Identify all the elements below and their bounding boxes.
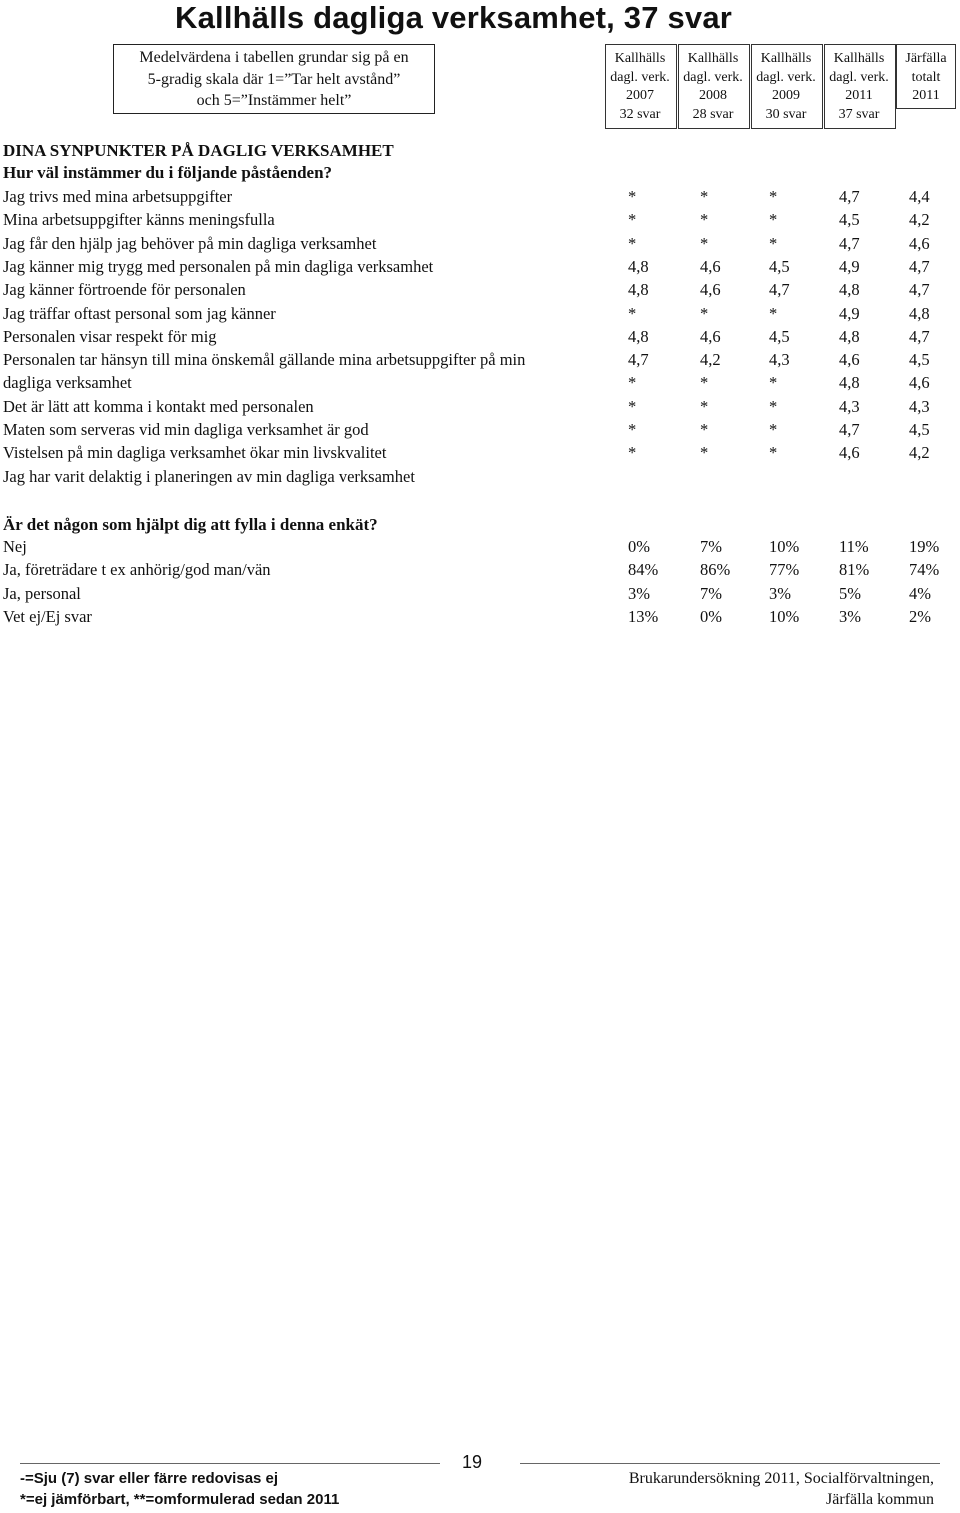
row-label: Ja, personal <box>3 583 81 603</box>
row-value: 13% <box>628 606 659 626</box>
row-value: 4,8 <box>839 373 860 393</box>
row-label: Maten som serveras vid min dagliga verksamhet är god <box>3 420 369 439</box>
table-row <box>3 187 953 210</box>
row-value: 4,7 <box>909 326 930 346</box>
row-value: * <box>700 233 709 253</box>
row-label: Jag träffar oftast personal som jag känner <box>3 303 276 323</box>
column-header-line: Järfälla <box>905 51 947 66</box>
row-value: * <box>700 443 709 463</box>
row-value: * <box>769 396 778 416</box>
row-value: 11% <box>839 537 869 556</box>
row-value: 4,3 <box>839 396 860 416</box>
row-value: * <box>628 210 637 230</box>
row-label: Jag trivs med mina arbetsuppgifter <box>3 187 233 206</box>
row-label: Jag känner förtroende för personalen <box>3 280 246 300</box>
row-value: 5% <box>839 583 861 603</box>
row-value: 4,6 <box>909 373 930 393</box>
row-value: 0% <box>628 537 650 556</box>
row-value: 7% <box>700 537 722 556</box>
table-row <box>3 327 953 350</box>
row-value: 84% <box>628 560 659 580</box>
section-heading: Är det någon som hjälpt dig att fylla i denna enkät? <box>3 515 378 534</box>
column-header-line: dagl. verk. <box>829 69 889 85</box>
row-label: Jag känner mig trygg med personalen på min dagliga verksamhet <box>3 256 434 276</box>
row-value: 4,8 <box>628 256 649 276</box>
row-value: * <box>700 187 709 206</box>
row-value: 10% <box>769 537 800 556</box>
table-row <box>3 420 953 443</box>
column-header-line: Kallhälls <box>833 51 885 66</box>
column-header-line: Kallhälls <box>760 51 812 66</box>
table-row <box>3 280 953 303</box>
row-value: * <box>628 233 637 253</box>
column-header-line: dagl. verk. <box>610 69 670 85</box>
row-value: * <box>769 443 778 463</box>
row-value: * <box>628 420 637 439</box>
table-row <box>3 443 953 466</box>
row-value: * <box>769 420 778 439</box>
table-row <box>3 560 953 583</box>
row-value: 4,2 <box>909 210 930 230</box>
column-header-line: 2011 <box>912 88 940 103</box>
row-value: 4,5 <box>909 420 930 439</box>
section-heading: DINA SYNPUNKTER PÅ DAGLIG VERKSAMHET <box>3 141 394 160</box>
row-value: * <box>769 187 778 206</box>
row-value: 4,7 <box>839 233 860 253</box>
row-label: Personalen visar respekt för mig <box>3 326 217 346</box>
info-line: 5-gradig skala där 1=”Tar helt avstånd” <box>147 70 401 88</box>
row-value: * <box>769 373 778 393</box>
section-subheading: Hur väl instämmer du i följande påståenden? <box>3 163 333 182</box>
row-value: * <box>628 443 637 463</box>
row-value: * <box>628 303 637 323</box>
row-value: 4,6 <box>839 443 860 463</box>
row-value: 4,4 <box>909 187 930 206</box>
row-value: 4,6 <box>700 326 721 346</box>
footer-divider <box>20 1463 440 1464</box>
row-value: 81% <box>839 560 870 580</box>
row-value: 4,8 <box>839 326 860 346</box>
row-value: 74% <box>909 560 940 580</box>
column-header-borders <box>0 0 960 140</box>
row-value: 4,9 <box>839 256 860 276</box>
row-value: * <box>628 373 637 393</box>
row-value: 19% <box>909 537 940 556</box>
row-label: Jag får den hjälp jag behöver på min dagliga verksamhet <box>3 233 377 253</box>
footer-divider <box>520 1463 940 1464</box>
row-label: Personalen tar hänsyn till mina önskemål gällande mina arbetsuppgifter på min <box>3 350 526 370</box>
column-header-line: 30 svar <box>765 106 807 122</box>
row-value: 4,5 <box>909 350 930 370</box>
row-value: 3% <box>628 583 650 603</box>
row-value: 4,7 <box>839 420 860 439</box>
row-label: Vet ej/Ej svar <box>3 606 92 626</box>
table-row <box>3 350 953 373</box>
table-row <box>3 257 953 280</box>
row-value: 4,5 <box>769 256 790 276</box>
footer-source: Brukarundersökning 2011, Socialförvaltningen, <box>628 1470 934 1487</box>
info-line: och 5=”Instämmer helt” <box>196 92 352 109</box>
column-header-line: 2007 <box>626 88 654 103</box>
info-line: Medelvärdena i tabellen grundar sig på en <box>139 49 409 66</box>
table-row <box>3 397 953 420</box>
row-value: * <box>700 420 709 439</box>
row-label: Jag har varit delaktig i planeringen av min dagliga verksamhet <box>3 466 415 486</box>
row-value: 4,8 <box>909 303 930 323</box>
row-value: 4,6 <box>700 256 721 276</box>
column-header-line: Kallhälls <box>614 51 666 66</box>
row-value: 86% <box>700 560 731 580</box>
row-value: 4,8 <box>628 280 649 300</box>
row-value: * <box>700 210 709 230</box>
column-header-line: dagl. verk. <box>683 69 743 85</box>
row-value: 3% <box>769 583 791 603</box>
row-value: 4,8 <box>839 280 860 300</box>
row-value: 4,6 <box>909 233 930 253</box>
table-row <box>3 373 953 396</box>
row-value: 4,7 <box>628 350 649 370</box>
column-header-line: 2011 <box>845 88 873 103</box>
page-title: Kallhälls dagliga verksamhet, 37 svar <box>175 0 733 35</box>
row-value: * <box>700 303 709 323</box>
table-row <box>3 584 953 607</box>
column-header-line: 32 svar <box>619 106 661 122</box>
row-value: 4,8 <box>628 326 649 346</box>
row-label: Nej <box>3 537 27 556</box>
page-number: 19 <box>462 1452 483 1472</box>
column-header-line: Kallhälls <box>687 51 739 66</box>
table-row <box>3 234 953 257</box>
row-value: 4,7 <box>839 187 860 206</box>
row-value: 77% <box>769 560 800 580</box>
row-value: 4,9 <box>839 303 860 323</box>
row-value: 7% <box>700 583 722 603</box>
row-label: Det är lätt att komma i kontakt med personalen <box>3 396 314 416</box>
row-value: 4,2 <box>700 350 721 370</box>
row-value: 0% <box>700 606 722 626</box>
row-value: 3% <box>839 606 861 626</box>
row-value: 4,7 <box>909 256 930 276</box>
row-value: * <box>769 233 778 253</box>
row-value: 4,3 <box>909 396 930 416</box>
row-value: 10% <box>769 606 800 626</box>
row-value: * <box>628 396 637 416</box>
row-value: 4,3 <box>769 350 790 370</box>
table-row <box>3 210 953 233</box>
row-value: * <box>700 373 709 393</box>
table-row <box>3 537 953 560</box>
table-row <box>3 467 953 490</box>
row-value: * <box>628 187 637 206</box>
row-value: * <box>700 396 709 416</box>
row-label: Vistelsen på min dagliga verksamhet ökar min livskvalitet <box>3 443 387 463</box>
row-label: dagliga verksamhet <box>3 373 132 393</box>
row-label: Ja, företrädare t ex anhörig/god man/vän <box>3 560 271 580</box>
row-value: 4,5 <box>839 210 860 230</box>
table-row <box>3 304 953 327</box>
column-header-line: 28 svar <box>692 106 734 122</box>
column-header-line: totalt <box>911 69 941 85</box>
row-value: 4,6 <box>839 350 860 370</box>
column-header-line: 37 svar <box>838 106 880 122</box>
table-row <box>3 607 953 630</box>
row-value: * <box>769 303 778 323</box>
row-value: * <box>769 210 778 230</box>
column-header-line: 2009 <box>772 88 800 103</box>
row-label: Mina arbetsuppgifter känns meningsfulla <box>3 210 275 230</box>
row-value: 4% <box>909 583 931 603</box>
row-value: 4,2 <box>909 443 930 463</box>
footer-note: *=ej jämförbart, **=omformulerad sedan 2011 <box>20 1491 340 1508</box>
column-header-line: 2008 <box>699 88 727 103</box>
row-value: 2% <box>909 606 931 626</box>
column-header-line: dagl. verk. <box>756 69 816 85</box>
row-value: 4,7 <box>769 280 790 300</box>
footer-note: -=Sju (7) svar eller färre redovisas ej <box>20 1470 279 1487</box>
row-value: 4,7 <box>909 280 930 300</box>
footer-source: Järfälla kommun <box>826 1491 934 1508</box>
row-value: 4,5 <box>769 326 790 346</box>
row-value: 4,6 <box>700 280 721 300</box>
